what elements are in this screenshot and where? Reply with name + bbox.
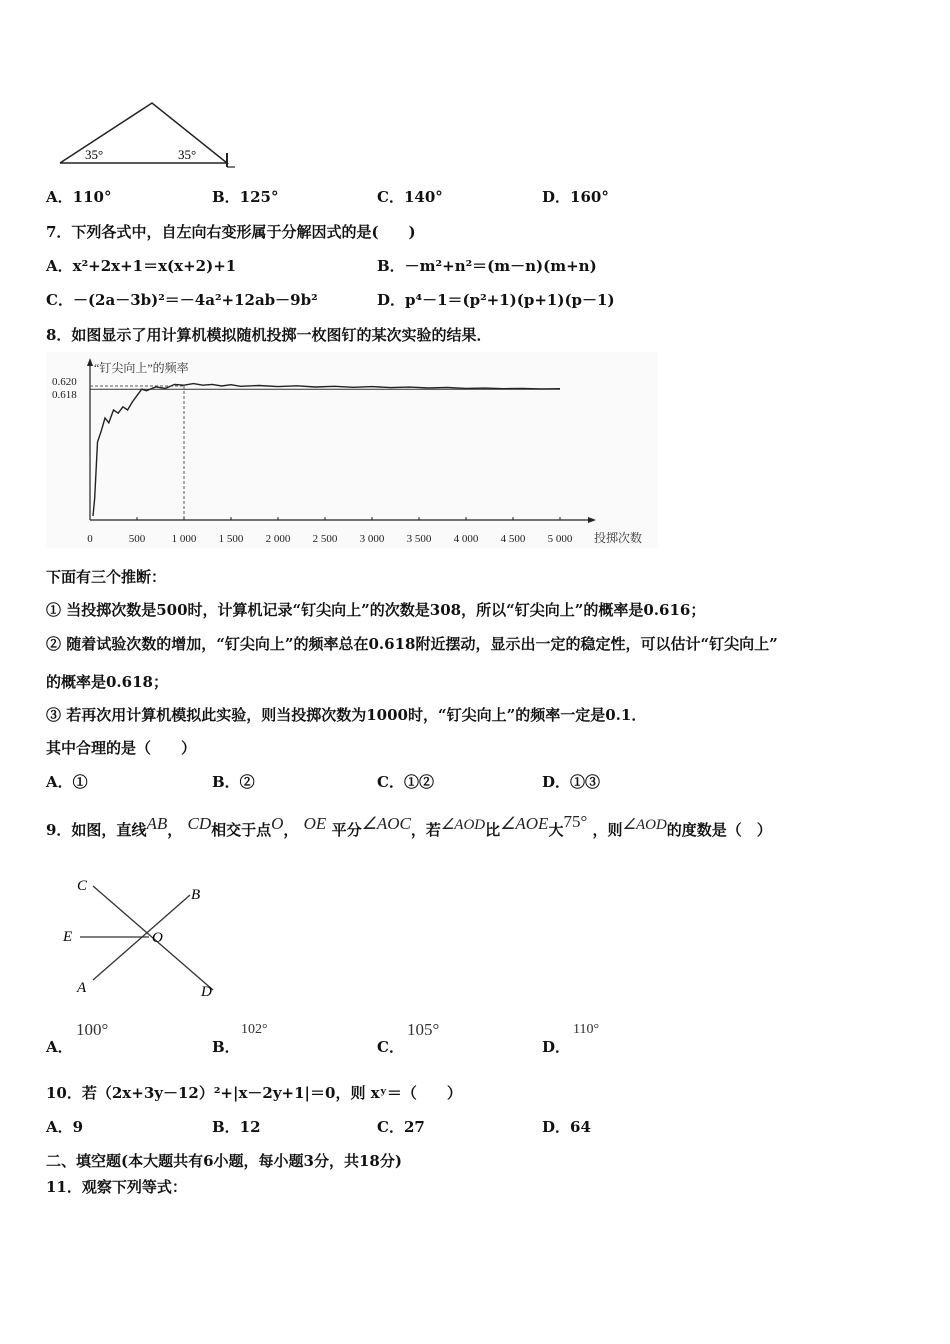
x-tick-label-0: 0 <box>87 533 93 545</box>
q6-option-a[interactable]: A．110° <box>46 188 112 206</box>
intersecting-lines-figure <box>55 870 235 1005</box>
point-label-e: E <box>63 929 73 945</box>
triangle-figure <box>55 95 245 170</box>
x-tick-label-3: 1 500 <box>218 533 244 545</box>
q10-option-a[interactable]: A．9 <box>46 1118 84 1136</box>
q9-option-a[interactable]: A． <box>46 1038 73 1056</box>
q10-option-b[interactable]: B．12 <box>212 1118 261 1136</box>
point-label-o: O <box>152 930 163 946</box>
x-tick-label-9: 4 500 <box>500 533 526 545</box>
q9-line-ab: AB <box>146 814 168 833</box>
q8-statement-3: ③ 若再次用计算机模拟此实验，则当投掷次数为1000时，“钉尖向上”的频率一定是0.1． <box>46 706 647 724</box>
point-label-d: D <box>201 984 212 1000</box>
q9-text-3: ，若 <box>410 821 441 839</box>
q9-angle-aod-2: ∠AOD <box>622 817 667 833</box>
q9-text-7: 的度数是（ ） <box>666 821 772 839</box>
q8-intro: 下面有三个推断： <box>46 568 167 586</box>
q8-statement-1: ① 当投掷次数是500时，计算机记录“钉尖向上”的次数是308，所以“钉尖向上”的概率是0.616； <box>46 601 706 619</box>
q9-ray-oe: OE <box>303 814 327 833</box>
q10-stem: 10．若（2x+3y－12）²+|x－2y+1|＝0，则 xʸ＝（ ） <box>46 1084 462 1102</box>
q7-stem: 7．下列各式中，自左向右变形属于分解因式的是( ) <box>46 223 416 241</box>
q9-sep-2: ， <box>283 821 299 839</box>
q9-option-b-value: 102° <box>241 1022 268 1037</box>
q8-option-c[interactable]: C．①② <box>377 773 434 791</box>
q9-stem <box>46 812 772 840</box>
q9-angle-aoe: ∠AOE <box>500 814 549 833</box>
q8-question: 其中合理的是（ ） <box>46 739 197 757</box>
x-tick-label-6: 3 000 <box>359 533 385 545</box>
q7-option-b[interactable]: B．－m²+n²＝(m－n)(m+n) <box>377 257 597 275</box>
q8-stem: 8．如图显示了用计算机模拟随机投掷一枚图钉的某次实验的结果． <box>46 326 492 344</box>
q9-text-1: 相交于点 <box>211 821 272 839</box>
q10-option-c[interactable]: C．27 <box>377 1118 425 1136</box>
x-tick-label-2: 1 000 <box>171 533 197 545</box>
q7-option-c[interactable]: C．－(2a－3b)²＝－4a²+12ab－9b² <box>46 291 318 309</box>
y-tick-label-0620: 0.620 <box>52 376 77 388</box>
q9-option-d[interactable]: D． <box>542 1038 571 1056</box>
q9-text-4: 比 <box>485 821 501 839</box>
q9-line-cd: CD <box>187 814 212 833</box>
section-2-heading: 二、填空题(本大题共有6小题，每小题3分，共18分) <box>46 1152 402 1170</box>
q9-text-5: 大 <box>548 821 564 839</box>
q9-text-2: 平分 <box>331 821 362 839</box>
q9-option-d-value: 110° <box>573 1022 600 1037</box>
y-axis-title: “钉尖向上”的频率 <box>94 361 189 375</box>
x-axis-title: 投掷次数 <box>594 531 643 545</box>
point-label-b: B <box>191 887 201 903</box>
x-tick-label-5: 2 500 <box>312 533 338 545</box>
q9-degree-75: 75° <box>563 812 588 831</box>
q11-stem: 11．观察下列等式： <box>46 1178 187 1196</box>
q8-option-a[interactable]: A．① <box>46 773 88 791</box>
q10-option-d[interactable]: D．64 <box>542 1118 591 1136</box>
q9-option-a-value: 100° <box>76 1020 109 1039</box>
x-tick-label-7: 3 500 <box>406 533 432 545</box>
q6-option-b[interactable]: B．125° <box>212 188 279 206</box>
q6-option-d[interactable]: D．160° <box>542 188 609 206</box>
q9-sep-1: ， <box>167 821 183 839</box>
y-tick-label-0618: 0.618 <box>52 389 77 402</box>
q9-prefix: 9．如图，直线 <box>46 821 147 839</box>
q8-option-d[interactable]: D．①③ <box>542 773 601 791</box>
q9-point-o: O <box>271 814 284 833</box>
q9-option-b[interactable]: B． <box>212 1038 240 1056</box>
q8-option-b[interactable]: B．② <box>212 773 255 791</box>
x-tick-label-8: 4 000 <box>453 533 479 545</box>
x-tick-label-4: 2 000 <box>265 533 291 545</box>
q9-option-c-value: 105° <box>407 1020 440 1039</box>
q9-angle-aoc: ∠AOC <box>361 814 411 833</box>
point-label-a: A <box>77 980 87 996</box>
q9-text-6: ，则 <box>592 821 623 839</box>
frequency-chart <box>46 352 658 548</box>
angle-label-right: 35° <box>178 147 197 162</box>
q9-angle-aod: ∠AOD <box>440 817 486 833</box>
q7-option-d[interactable]: D．p⁴－1＝(p²+1)(p+1)(p－1) <box>377 291 615 309</box>
q8-statement-2b: 的概率是0.618； <box>46 673 168 691</box>
q9-option-c[interactable]: C． <box>377 1038 404 1056</box>
q8-statement-2a: ② 随着试验次数的增加，“钉尖向上”的频率总在0.618附近摆动，显示出一定的稳定性，可以估计“钉尖向上” <box>46 635 778 653</box>
point-label-c: C <box>77 878 88 894</box>
angle-label-left: 35° <box>85 147 104 162</box>
q6-option-c[interactable]: C．140° <box>377 188 443 206</box>
q7-option-a[interactable]: A．x²+2x+1＝x(x+2)+1 <box>46 257 237 275</box>
x-tick-label-10: 5 000 <box>547 533 573 545</box>
x-tick-label-1: 500 <box>128 533 146 545</box>
